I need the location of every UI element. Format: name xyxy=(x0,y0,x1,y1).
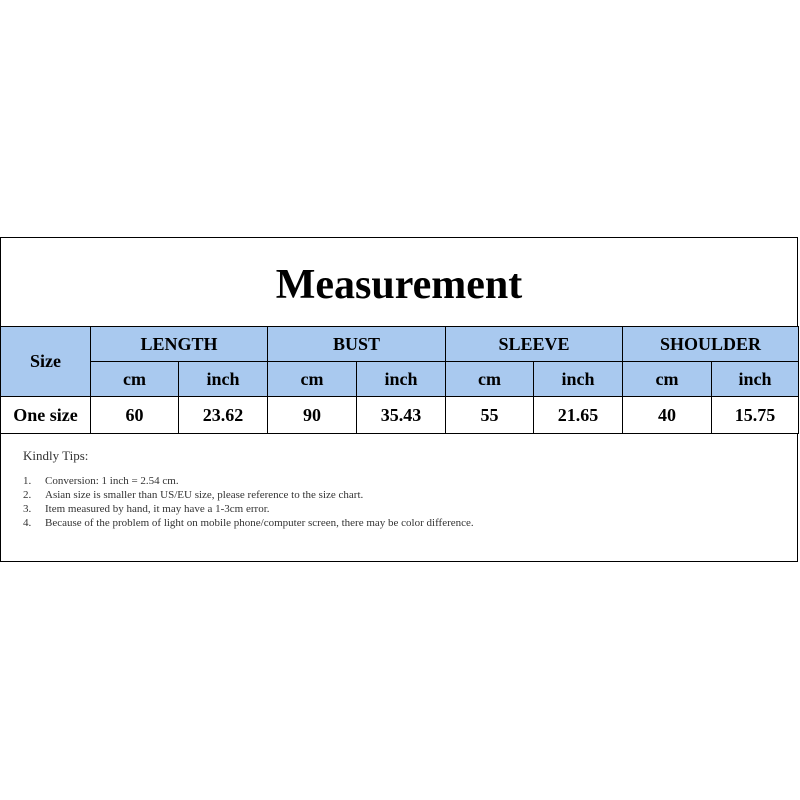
size-cell: One size xyxy=(1,397,91,434)
size-table xyxy=(0,326,799,434)
tip-number: 2. xyxy=(23,489,32,501)
tips-list xyxy=(23,474,525,530)
unit-header-cell: inch xyxy=(179,362,268,397)
value-cell: 23.62 xyxy=(179,397,268,434)
list-item xyxy=(23,502,525,516)
tip-text: Because of the problem of light on mobile phone/computer screen, there may be color difference. xyxy=(45,517,474,529)
list-item xyxy=(23,474,525,488)
unit-header-cell: cm xyxy=(91,362,179,397)
size-chart xyxy=(0,237,798,562)
table-row xyxy=(1,397,799,434)
tip-text: Asian size is smaller than US/EU size, please reference to the size chart. xyxy=(45,489,364,501)
tips-title: Kindly Tips: xyxy=(23,448,89,463)
value-cell: 60 xyxy=(91,397,179,434)
group-header-length: LENGTH xyxy=(91,327,268,362)
list-item xyxy=(23,516,525,530)
tip-text: Item measured by hand, it may have a 1-3cm error. xyxy=(45,503,270,515)
unit-header-cell: cm xyxy=(446,362,534,397)
chart-title: Measurement xyxy=(275,262,523,308)
tip-number: 3. xyxy=(23,503,32,515)
unit-header-cell: cm xyxy=(268,362,357,397)
unit-header-cell: cm xyxy=(623,362,712,397)
value-cell: 90 xyxy=(268,397,357,434)
unit-header-row xyxy=(1,362,799,397)
value-cell: 15.75 xyxy=(712,397,799,434)
unit-header-cell: inch xyxy=(534,362,623,397)
value-cell: 35.43 xyxy=(357,397,446,434)
value-cell: 21.65 xyxy=(534,397,623,434)
tip-number: 4. xyxy=(23,517,32,529)
group-header-shoulder: SHOULDER xyxy=(623,327,799,362)
group-header-bust: BUST xyxy=(268,327,446,362)
unit-header-cell: inch xyxy=(357,362,446,397)
value-cell: 40 xyxy=(623,397,712,434)
group-header-row xyxy=(1,327,799,362)
tip-text: Conversion: 1 inch = 2.54 cm. xyxy=(45,475,179,487)
value-cell: 55 xyxy=(446,397,534,434)
size-header-cell: Size xyxy=(1,327,91,397)
unit-header-cell: inch xyxy=(712,362,799,397)
group-header-sleeve: SLEEVE xyxy=(446,327,623,362)
tip-number: 1. xyxy=(23,475,32,487)
list-item xyxy=(23,488,525,502)
kindly-tips xyxy=(23,448,525,530)
